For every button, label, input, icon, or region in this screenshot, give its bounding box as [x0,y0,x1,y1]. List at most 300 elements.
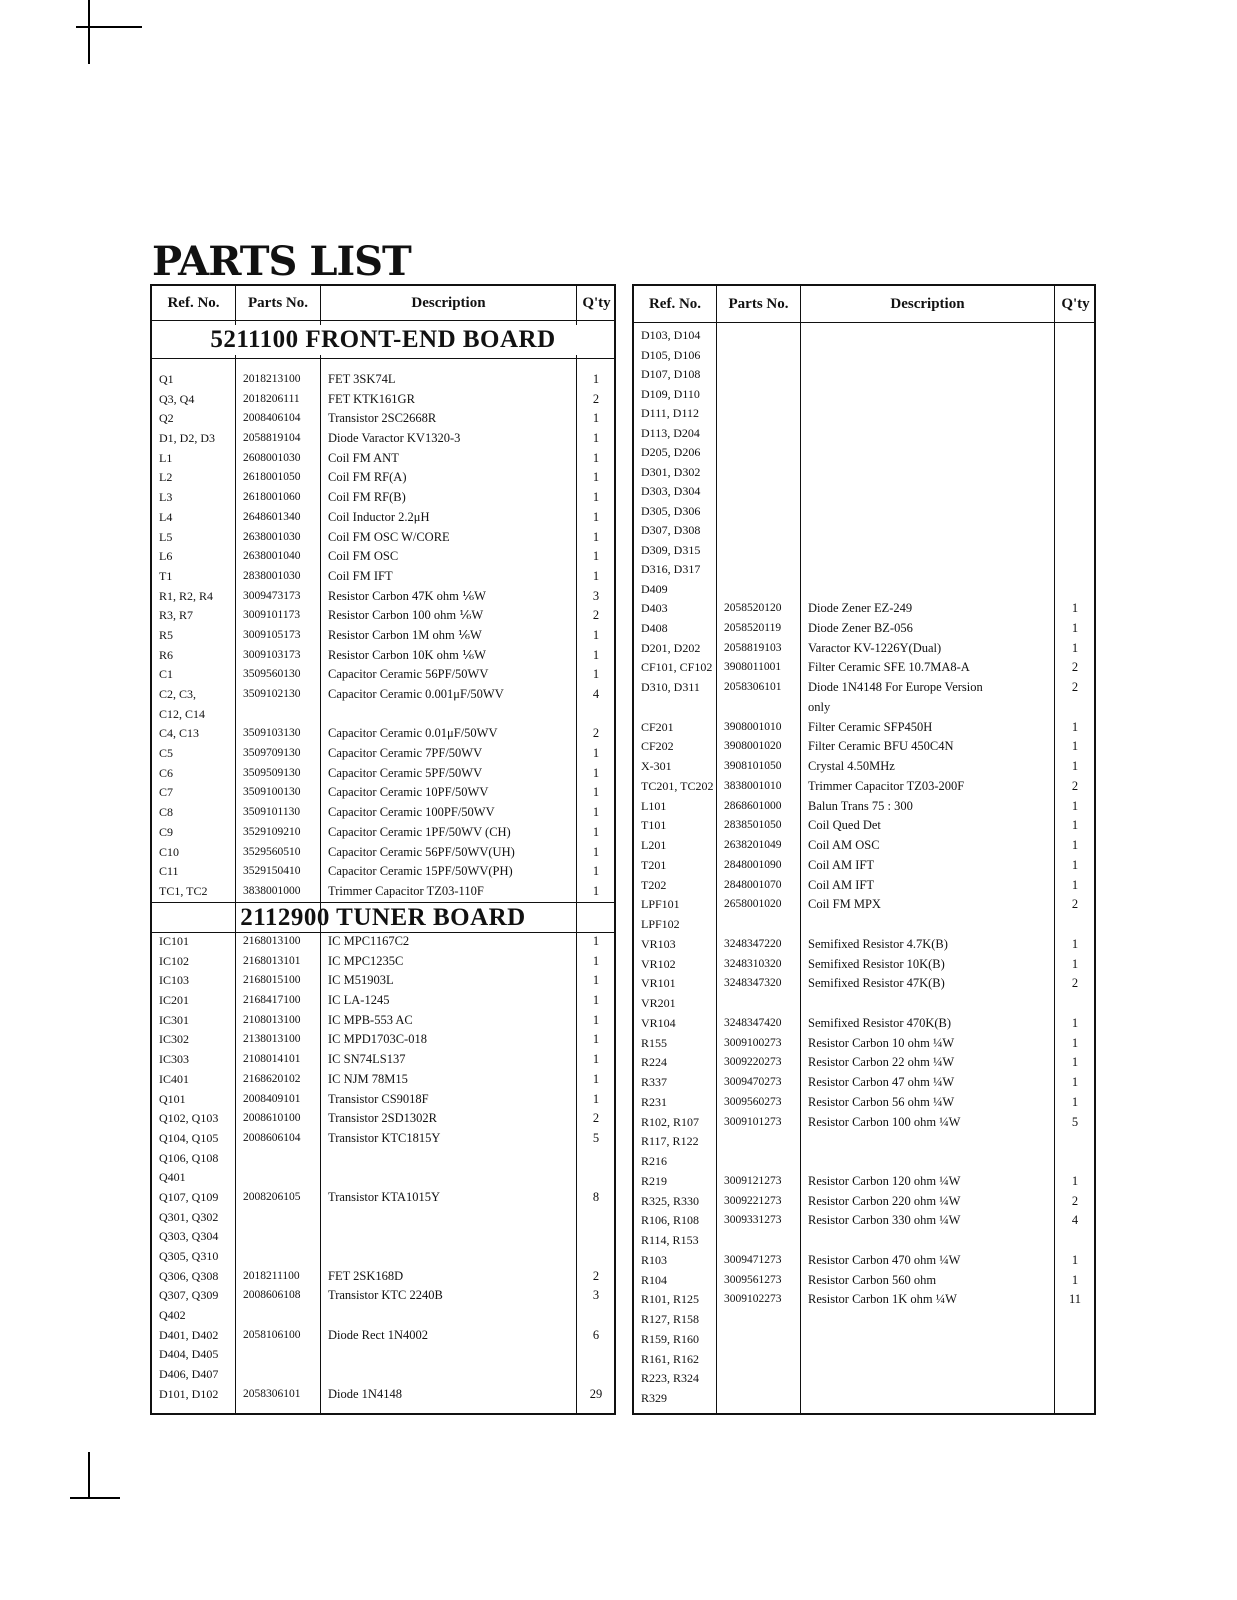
table-row [634,619,1094,639]
cell-part: 2018213100 [243,373,301,385]
cell-part: 2058106100 [243,1328,301,1341]
cell-desc: IC MPC1167C2 [328,934,410,948]
table-row [634,1350,1094,1370]
cell-ref: VR103 [641,936,676,951]
table-row [634,463,1094,483]
table-row [634,737,1094,757]
table-row [634,1389,1094,1409]
cell-qty: 1 [592,824,600,839]
cell-desc: FET KTK161GR [328,391,415,406]
cell-ref: D1, D2, D3 [159,431,215,446]
cell-desc: Diode Zener BZ-056 [808,620,913,635]
cell-part: 2058520120 [724,602,782,614]
table-row [152,1168,614,1188]
cell-ref: T201 [641,857,667,872]
header-parts: Parts No. [728,295,789,312]
header-qty: Q'ty [1061,295,1090,312]
cell-part: 2008206105 [243,1190,301,1203]
cell-part: 2058306101 [724,681,782,693]
cell-ref: R216 [641,1154,668,1168]
table-row [634,482,1094,502]
cell-ref: D103, D104 [641,328,701,342]
cell-desc: Capacitor Ceramic 0.001μF/50WV [328,687,504,701]
table-row [152,547,614,567]
cell-desc: IC M51903L [328,973,394,988]
table-row [152,1208,614,1228]
cell-ref: Q305, Q310 [159,1249,219,1263]
tuner-rows [152,932,614,1405]
table-row [152,764,614,784]
cell-qty: 8 [592,1189,600,1204]
cell-ref: C12, C14 [159,706,206,721]
table-row [152,705,614,725]
table-row [152,803,614,823]
cell-part: 2058306101 [243,1387,301,1400]
cell-part: 2638001030 [243,530,301,543]
cell-qty: 1 [1071,818,1079,833]
cell-desc: Balun Trans 75 : 300 [808,798,913,813]
cell-desc: Coil FM RF(B) [328,490,406,505]
cell-ref: R155 [641,1035,668,1050]
cell-desc: Transistor CS9018F [328,1091,429,1106]
cell-ref: Q402 [159,1308,186,1323]
cell-part: 2108013100 [243,1013,301,1026]
cell-qty: 1 [1071,719,1079,734]
table-row [634,955,1094,975]
cell-qty: 1 [592,864,600,879]
cell-ref: Q107, Q109 [159,1189,219,1204]
cell-ref: R219 [641,1173,668,1188]
cell-qty: 1 [592,667,600,682]
cell-ref: D401, D402 [159,1327,219,1342]
cell-ref: C5 [159,746,174,761]
cell-desc: Filter Ceramic SFP450H [808,719,933,734]
table-row [634,1014,1094,1034]
cell-qty: 5 [592,1130,600,1145]
cell-qty: 1 [1071,620,1079,635]
table-row [634,1251,1094,1271]
cell-qty: 1 [592,883,600,898]
cell-desc: Semifixed Resistor 47K(B) [808,976,945,991]
table-row [152,823,614,843]
cell-part: 3009101173 [243,609,301,622]
table-row [634,935,1094,955]
cell-qty: 1 [1071,1075,1079,1089]
table-row [152,1129,614,1149]
cell-desc: Coil FM IFT [328,568,393,583]
cell-qty: 1 [1071,798,1079,813]
cell-part: 2168013100 [243,935,301,947]
cell-qty: 1 [592,647,600,662]
cell-qty: 1 [592,529,600,544]
table-row [634,1034,1094,1054]
cell-ref: C7 [159,785,174,800]
cell-desc: Coil FM ANT [328,450,399,465]
cell-part: 3529560510 [243,845,301,858]
table-row [634,502,1094,522]
cell-desc: IC NJM 78M15 [328,1071,408,1086]
cell-part: 2008409101 [243,1092,301,1105]
table-row [152,1070,614,1090]
cell-ref: D101, D102 [159,1386,219,1401]
cell-part: 3009221273 [724,1194,782,1207]
table-row [634,1172,1094,1192]
cell-part: 3009561273 [724,1273,782,1286]
cell-part: 2008606104 [243,1131,301,1144]
cell-part: 2638201049 [724,839,782,851]
table-row [634,718,1094,738]
cell-qty: 1 [1071,956,1079,971]
cell-ref: IC303 [159,1052,189,1067]
table-row [152,952,614,972]
table-row [152,1345,614,1365]
cell-qty: 1 [592,1032,600,1047]
cell-part: 2138013100 [243,1033,301,1046]
cell-ref: R231 [641,1094,668,1109]
table-row [152,488,614,508]
cell-qty: 2 [1071,1193,1079,1208]
table-row [152,468,614,488]
cell-ref: D404, D405 [159,1347,219,1362]
cell-qty: 1 [1071,640,1079,655]
table-row [634,1192,1094,1212]
cell-ref: D201, D202 [641,640,701,655]
table-row [152,528,614,548]
cell-qty: 11 [1068,1292,1082,1307]
cell-qty: 3 [592,1288,600,1303]
cell-qty: 1 [592,1052,600,1067]
cell-desc: Transistor 2SD1302R [328,1111,437,1126]
cell-part: 3009121273 [724,1174,782,1187]
table-row [634,1132,1094,1152]
cell-qty: 1 [592,805,600,820]
cell-part: 2658001020 [724,898,782,911]
cell-desc: Capacitor Ceramic 5PF/50WV [328,765,483,780]
table-row [152,1306,614,1326]
cell-ref: L5 [159,529,173,544]
cell-ref: C4, C13 [159,726,200,741]
table-row [152,724,614,744]
cell-qty: 2 [1071,680,1079,694]
cell-qty: 2 [592,391,600,406]
cell-desc: Diode Varactor KV1320-3 [328,431,461,446]
cell-part: 3509101130 [243,806,301,819]
table-row [152,1188,614,1208]
cell-part: 3009560273 [724,1095,782,1108]
cell-qty: 4 [1071,1213,1079,1228]
cell-part: 3838001010 [724,779,782,792]
table-row [634,541,1094,561]
table-row [634,326,1094,346]
cell-ref: IC302 [159,1032,189,1047]
cell-qty: 29 [589,1386,603,1401]
cell-desc: Crystal 4.50MHz [808,759,895,773]
table-row [152,508,614,528]
cell-desc: Trimmer Capacitor TZ03-110F [328,883,484,898]
cell-qty: 1 [592,953,600,968]
cell-ref: R325, R330 [641,1193,700,1208]
cell-desc: Coil AM OSC [808,838,880,852]
cell-ref: R223, R324 [641,1371,700,1386]
header-desc: Description [890,295,965,312]
cell-part: 2058819103 [724,641,782,654]
page-title: PARTS LIST [152,238,411,285]
cell-part: 3509102130 [243,688,301,700]
table-row [152,626,614,646]
cell-qty: 1 [592,450,600,465]
table-row [152,1365,614,1385]
table-row [634,797,1094,817]
cell-ref: Q101 [159,1091,186,1106]
cell-ref: R159, R160 [641,1331,700,1346]
cell-desc: IC MPD1703C-018 [328,1032,427,1047]
cell-ref: T101 [641,818,667,833]
cell-desc: Diode 1N4148 For Europe Version [808,680,983,694]
cell-ref: D307, D308 [641,523,701,537]
cell-part: 2058520119 [724,621,782,634]
cell-ref: Q301, Q302 [159,1209,219,1224]
cell-ref: R6 [159,647,174,662]
cell-desc: Transistor KTC 2240B [328,1288,443,1303]
cell-part: 3908001020 [724,740,782,753]
table-row [634,1073,1094,1093]
table-row [152,932,614,952]
table-row [152,1385,614,1405]
table-row [152,646,614,666]
cell-ref: L201 [641,838,667,852]
cell-part: 2618001060 [243,491,301,504]
cell-desc: Resistor Carbon 220 ohm ¼W [808,1193,961,1208]
cell-part: 3908001010 [724,720,782,733]
table-row [634,895,1094,915]
table-row [152,1030,614,1050]
cell-ref: T202 [641,877,667,892]
cell-ref: R329 [641,1391,668,1405]
cell-qty: 1 [592,1012,600,1027]
cell-ref: TC201, TC202 [641,778,714,793]
cell-qty: 1 [592,509,600,524]
table-row [634,816,1094,836]
table-row [152,390,614,410]
cell-ref: Q303, Q304 [159,1229,219,1244]
table-row [152,1090,614,1110]
cell-desc: Capacitor Ceramic 15PF/50WV(PH) [328,864,513,879]
table-row [634,1330,1094,1350]
cell-ref: Q106, Q108 [159,1150,219,1165]
cell-qty: 1 [1071,759,1079,773]
cell-ref: X-301 [641,759,672,773]
cell-ref: VR201 [641,996,676,1010]
cell-ref: D409 [641,581,668,596]
cell-qty: 1 [592,470,600,485]
cell-qty: 2 [1071,897,1079,912]
cell-part: 2018206111 [243,392,300,405]
table-row [152,1050,614,1070]
cell-ref: C8 [159,805,174,820]
table-row [634,1290,1094,1310]
table-row [634,1310,1094,1330]
cell-desc: IC MPC1235C [328,953,404,968]
cell-ref: C6 [159,765,174,780]
cell-qty: 1 [1071,936,1079,951]
table-row [152,685,614,705]
table-row [152,1109,614,1129]
cell-part: 3908101050 [724,760,782,772]
cell-ref: R101, R125 [641,1292,700,1307]
cell-desc: Capacitor Ceramic 56PF/50WV [328,667,489,682]
cell-desc: Diode 1N4148 [328,1386,402,1401]
cell-desc: Varactor KV-1226Y(Dual) [808,640,942,655]
cell-ref: TC1, TC2 [159,883,208,898]
cell-part: 3009102273 [724,1293,782,1306]
cell-part: 3248347420 [724,1016,782,1029]
table-row [152,783,614,803]
cell-part: 3908011001 [724,661,782,674]
cell-part: 2168015100 [243,974,301,987]
cell-ref: L1 [159,450,173,465]
table-row [634,856,1094,876]
cell-qty: 3 [592,588,600,603]
cell-part: 3248310320 [724,957,782,970]
cell-qty: 4 [592,687,600,701]
table-row [634,385,1094,405]
front-end-rows [152,370,614,902]
cell-part: 3838001000 [243,884,301,897]
table-row [634,1231,1094,1251]
cell-desc: Resistor Carbon 22 ohm ¼W [808,1055,955,1070]
cell-ref: L101 [641,798,667,813]
cell-ref: CF201 [641,719,674,734]
cell-part: 3009105173 [243,628,301,641]
table-row [634,1053,1094,1073]
table-row [152,587,614,607]
cell-qty: 1 [1071,877,1079,892]
cell-ref: Q2 [159,411,174,426]
cell-desc: Resistor Carbon 560 ohm [808,1272,937,1287]
table-row [152,1011,614,1031]
cell-desc: Capacitor Ceramic 10PF/50WV [328,785,489,800]
cell-ref: D113, D204 [641,425,700,440]
cell-desc: Coil Inductor 2.2μH [328,509,430,524]
table-row [634,1211,1094,1231]
table-row [152,1149,614,1169]
cell-desc: Capacitor Ceramic 56PF/50WV(UH) [328,844,515,859]
cell-desc: Diode Rect 1N4002 [328,1327,428,1342]
cell-qty: 2 [592,608,600,623]
table-row [634,599,1094,619]
cell-qty: 1 [592,785,600,800]
parts-table-right [632,284,1096,1415]
cell-ref: D301, D302 [641,464,701,479]
header-ref: Ref. No. [648,295,702,312]
cell-qty: 2 [1071,660,1079,675]
cell-part: 3009473173 [243,589,301,602]
table-row [152,370,614,390]
table-row [152,1326,614,1346]
cell-qty: 2 [592,1268,600,1283]
right-rows [634,599,1094,1409]
cell-desc: Transistor KTC1815Y [328,1130,441,1145]
cell-desc: IC MPB-553 AC [328,1012,413,1027]
cell-part: 3009471273 [724,1253,782,1266]
cell-ref: L3 [159,490,173,505]
table-row [634,639,1094,659]
table-row [152,1227,614,1247]
table-row [152,409,614,429]
cell-part: 3529150410 [243,865,301,878]
cell-desc: IC SN74LS137 [328,1052,406,1067]
cell-ref: Q1 [159,372,174,386]
cell-desc: Coil FM RF(A) [328,470,407,485]
cell-part: 3509709130 [243,747,301,760]
table-row [634,915,1094,935]
cell-ref: D309, D315 [641,542,701,557]
cell-ref: R114, R153 [641,1233,699,1247]
cell-desc: Coil Qued Det [808,818,881,833]
table-row [634,346,1094,366]
cell-desc: Resistor Carbon 10K ohm ⅙W [328,647,486,662]
table-row [152,862,614,882]
cell-desc: Capacitor Ceramic 0.01μF/50WV [328,726,498,741]
cell-qty: 1 [592,765,600,780]
cell-desc: Coil FM MPX [808,897,881,912]
table-row [634,876,1094,896]
cell-part: 2058819104 [243,432,301,445]
cell-part: 2838501050 [724,819,782,832]
cell-desc: Resistor Carbon 10 ohm ¼W [808,1035,955,1050]
cell-part: 3009103173 [243,648,301,661]
cell-qty: 1 [1071,739,1079,754]
cell-ref: D105, D106 [641,347,701,362]
cell-desc: Resistor Carbon 47K ohm ⅙W [328,588,486,603]
table-row [152,843,614,863]
table-row [634,560,1094,580]
cell-part: 3009101273 [724,1115,782,1128]
cell-ref: R337 [641,1075,668,1089]
table-row [634,521,1094,541]
cell-desc: FET 2SK168D [328,1268,404,1283]
cell-ref: Q104, Q105 [159,1130,219,1145]
cell-desc: Resistor Carbon 470 ohm ¼W [808,1252,961,1267]
cell-desc: only [808,699,831,714]
cell-qty: 5 [1071,1114,1079,1129]
cell-ref: R127, R158 [641,1312,700,1326]
cell-ref: D305, D306 [641,503,701,518]
cell-desc: Transistor 2SC2668R [328,411,437,426]
cell-part: 3248347320 [724,977,782,990]
cell-desc: Capacitor Ceramic 1PF/50WV (CH) [328,824,511,839]
cell-desc: FET 3SK74L [328,372,396,386]
cell-qty: 1 [592,411,600,426]
cell-qty: 1 [592,549,600,564]
cell-qty: 1 [1071,1055,1079,1070]
cell-ref: R224 [641,1055,668,1070]
cell-desc: Semifixed Resistor 10K(B) [808,956,945,971]
cell-ref: C11 [159,864,179,879]
cell-part: 3509509130 [243,766,301,779]
cell-ref: CF101, CF102 [641,660,713,675]
cell-part: 2008406104 [243,412,301,425]
cell-ref: D107, D108 [641,367,701,381]
cell-ref: R102, R107 [641,1114,700,1129]
cell-qty: 1 [1071,1035,1079,1050]
cell-ref: IC103 [159,973,189,988]
cell-ref: D303, D304 [641,484,701,498]
cell-qty: 1 [1071,857,1079,872]
cell-desc: IC LA-1245 [328,993,390,1008]
cell-desc: Transistor KTA1015Y [328,1189,441,1204]
cell-ref: C10 [159,844,180,859]
